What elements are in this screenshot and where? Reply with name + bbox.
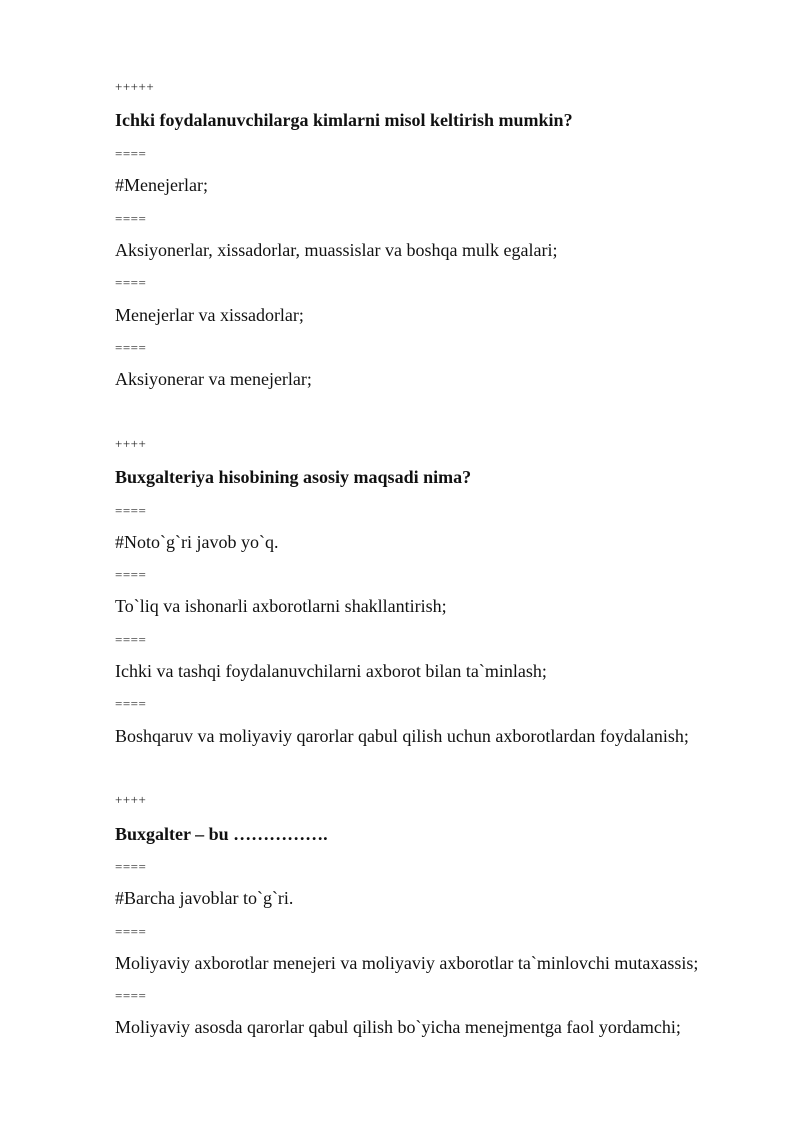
answer-option: Moliyaviy axborotlar menejeri va moliyaviy axborotlar ta`minlovchi mutaxassis;: [115, 953, 699, 973]
answer-separator: ====: [115, 340, 147, 355]
answer-option: Menejerlar va xissadorlar;: [115, 305, 304, 325]
answer-separator: ====: [115, 275, 147, 290]
answer-separator: ====: [115, 503, 147, 518]
answer-separator: ====: [115, 924, 147, 939]
answer-option: To`liq va ishonarli axborotlarni shakllantirish;: [115, 596, 447, 616]
answer-option: Boshqaruv va moliyaviy qarorlar qabul qilish uchun axborotlardan foydalanish;: [115, 726, 689, 746]
question-text: Buxgalteriya hisobining asosiy maqsadi nima?: [115, 467, 472, 487]
question-text: Buxgalter – bu …………….: [115, 824, 328, 844]
question-marker: ++++: [115, 792, 147, 807]
answer-separator: ====: [115, 696, 147, 711]
answer-option: #Barcha javoblar to`g`ri.: [115, 888, 294, 908]
answer-option: #Menejerlar;: [115, 175, 208, 195]
question-text: Ichki foydalanuvchilarga kimlarni misol keltirish mumkin?: [115, 110, 573, 130]
answer-separator: ====: [115, 211, 147, 226]
answer-option: Moliyaviy asosda qarorlar qabul qilish bo`yicha menejmentga faol yordamchi;: [115, 1017, 681, 1037]
answer-separator: ====: [115, 988, 147, 1003]
question-marker: +++++: [115, 79, 155, 94]
answer-option: #Noto`g`ri javob yo`q.: [115, 532, 279, 552]
question-marker: ++++: [115, 436, 147, 451]
answer-separator: ====: [115, 567, 147, 582]
answer-separator: ====: [115, 632, 147, 647]
answer-option: Ichki va tashqi foydalanuvchilarni axborot bilan ta`minlash;: [115, 661, 547, 681]
answer-option: Aksiyonerlar, xissadorlar, muassislar va boshqa mulk egalari;: [115, 240, 558, 260]
answer-separator: ====: [115, 146, 147, 161]
answer-option: Aksiyonerar va menejerlar;: [115, 369, 312, 389]
answer-separator: ====: [115, 859, 147, 874]
